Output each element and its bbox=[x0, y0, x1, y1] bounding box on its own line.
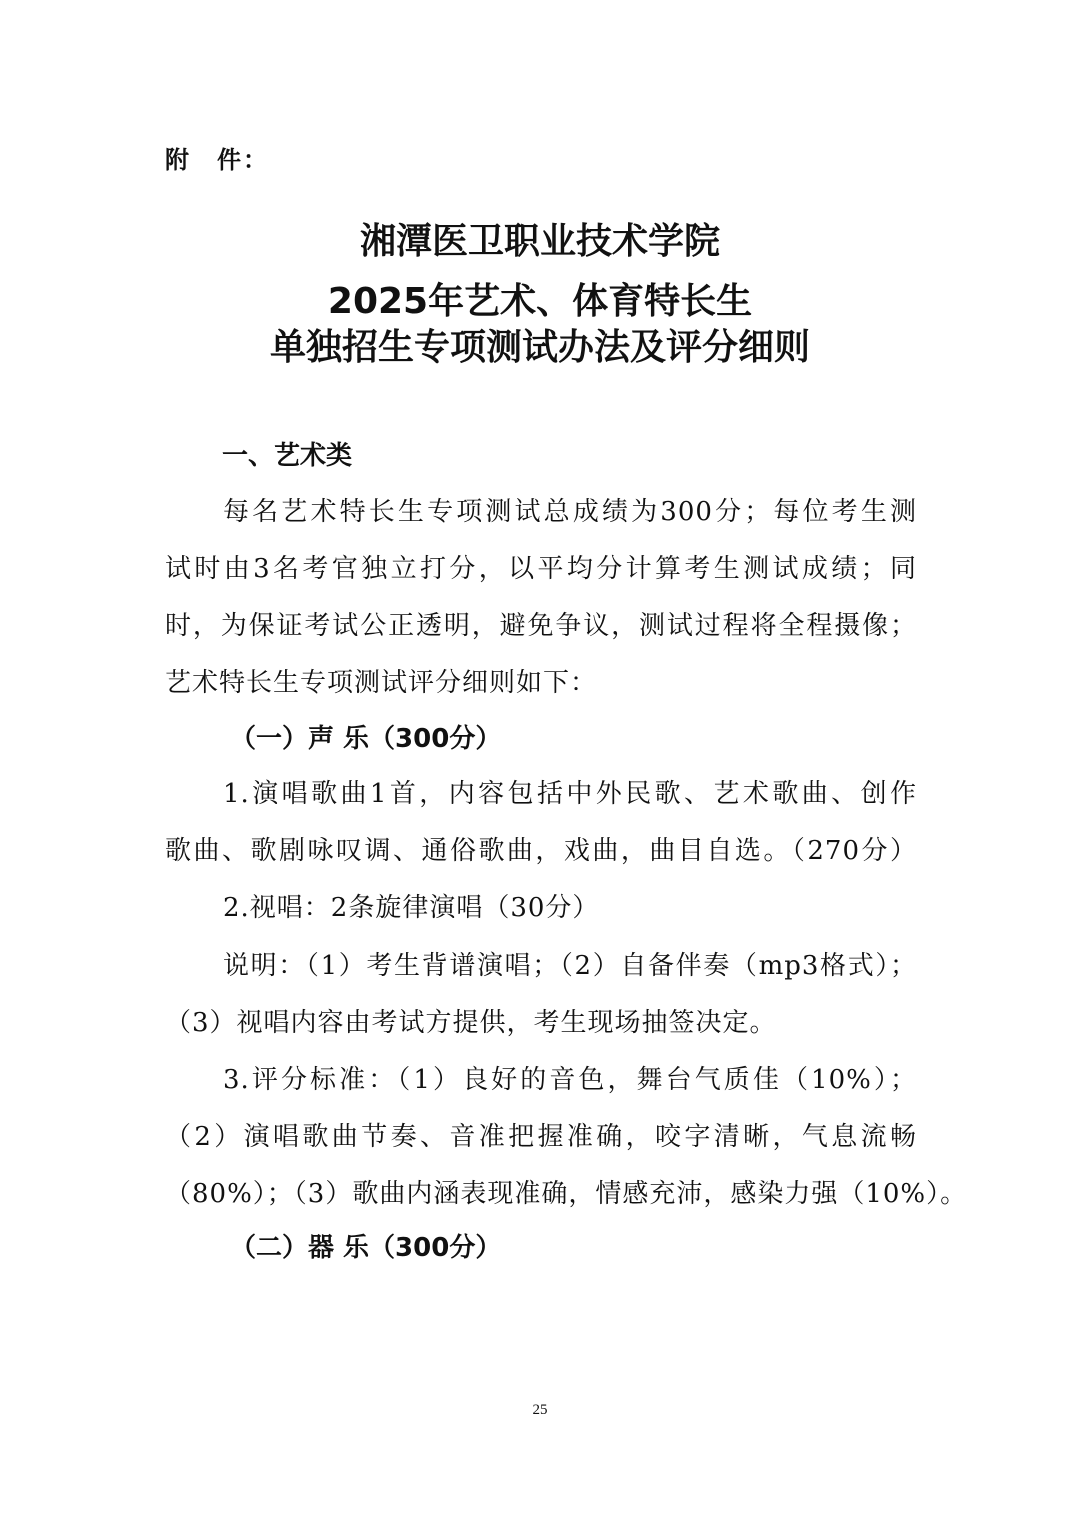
subsection-heading-vocal: （一）声 乐（300分） bbox=[230, 724, 502, 754]
paragraph-line: 每名艺术特长生专项测试总成绩为300分；每位考生测 bbox=[223, 497, 917, 527]
paragraph-line: 2.视唱：2条旋律演唱（30分） bbox=[223, 893, 600, 923]
paragraph-line: 时，为保证考试公正透明，避免争议，测试过程将全程摄像； bbox=[165, 611, 917, 641]
paragraph-line: （80%）；（3）歌曲内涵表现准确，情感充沛，感染力强（10%）。 bbox=[165, 1179, 968, 1209]
paragraph-line: 3.评分标准：（1）良好的音色，舞台气质佳（10%）； bbox=[223, 1065, 917, 1095]
page-number: 25 bbox=[532, 1402, 548, 1418]
section-heading-art: 一、艺术类 bbox=[222, 441, 353, 471]
vocal-item-2 bbox=[165, 880, 917, 937]
paragraph-line: 试时由3名考官独立打分，以平均分计算考生测试成绩；同 bbox=[165, 554, 917, 584]
vocal-item-3 bbox=[165, 1052, 968, 1223]
subsection-heading-instrumental: （二）器 乐（300分） bbox=[230, 1233, 502, 1263]
paragraph-line: 歌曲、歌剧咏叹调、通俗歌曲，戏曲，曲目自选。（270分） bbox=[165, 836, 917, 866]
intro-paragraph bbox=[165, 484, 917, 712]
vocal-item-1 bbox=[165, 766, 917, 880]
paragraph-line: （3）视唱内容由考试方提供，考生现场抽签决定。 bbox=[165, 1008, 777, 1038]
vocal-note bbox=[165, 938, 917, 1052]
title-line-3: 单独招生专项测试办法及评分细则 bbox=[269, 327, 810, 368]
attachment-label: 附 件： bbox=[165, 146, 269, 174]
paragraph-line: 艺术特长生专项测试评分细则如下： bbox=[165, 668, 598, 698]
title-line-2: 2025年艺术、体育特长生 bbox=[327, 281, 753, 322]
paragraph-line: 说明：（1）考生背谱演唱；（2）自备伴奏（mp3格式）； bbox=[223, 951, 917, 981]
paragraph-line: 1.演唱歌曲1首，内容包括中外民歌、艺术歌曲、创作 bbox=[223, 779, 917, 809]
paragraph-line: （2）演唱歌曲节奏、音准把握准确，咬字清晰，气息流畅 bbox=[165, 1122, 917, 1152]
title-line-1: 湘潭医卫职业技术学院 bbox=[359, 221, 720, 262]
